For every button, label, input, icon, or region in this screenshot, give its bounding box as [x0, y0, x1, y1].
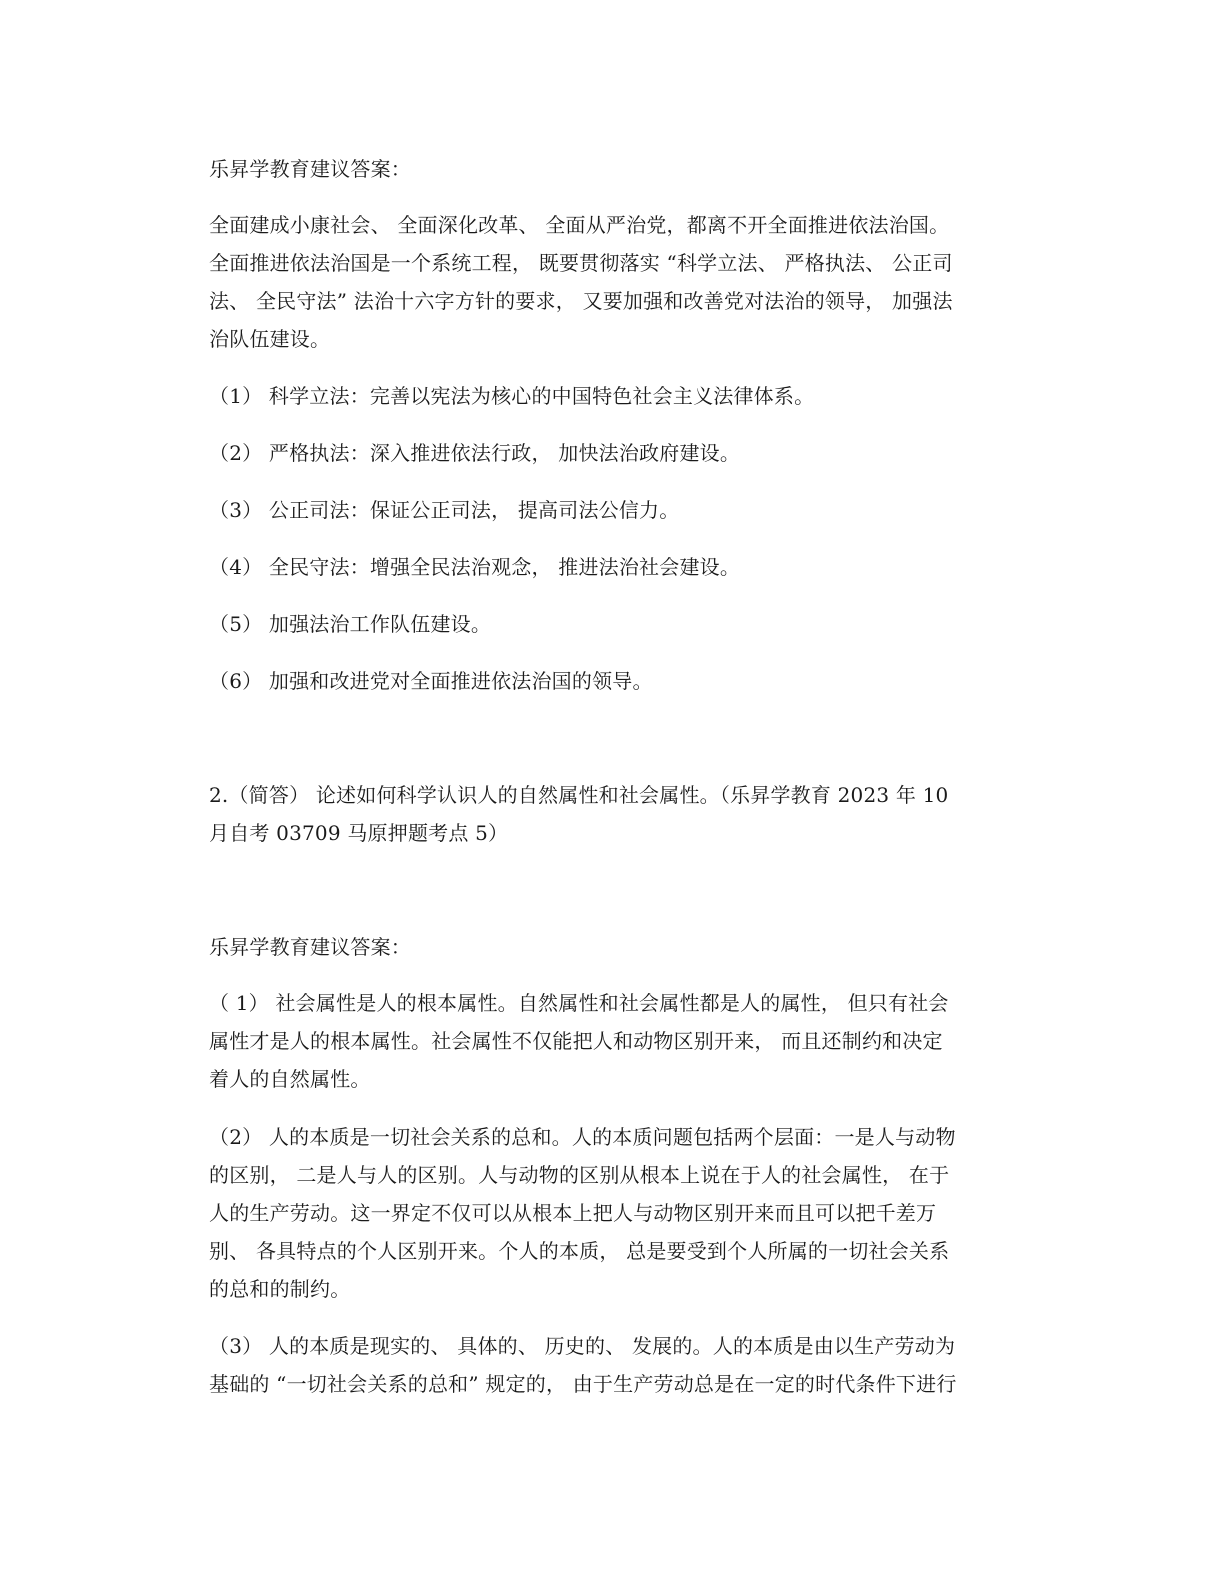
intro-line-1: 全面建成小康社会、 全面深化改革、 全面从严治党，都离不开全面推进依法治国。 [209, 213, 950, 237]
para3-line-1: （3） 人的本质是现实的、 具体的、 历史的、 发展的。人的本质是由以生产劳动为 [209, 1334, 956, 1358]
para2-line-3: 人的生产劳动。这一界定不仅可以从根本上把人与动物区别开来而且可以把千差万 [209, 1201, 937, 1225]
para1-line-1: （ 1） 社会属性是人的根本属性。自然属性和社会属性都是人的属性， 但只有社会 [209, 991, 949, 1015]
para3-line-2: 基础的 “一切社会关系的总和” 规定的， 由于生产劳动总是在一定的时代条件下进行 [209, 1372, 957, 1396]
intro-line-3: 法、 全民守法” 法治十六字方针的要求， 又要加强和改善党对法治的领导， 加强法 [209, 289, 953, 313]
list-item-4: （4） 全民守法：增强全民法治观念， 推进法治社会建设。 [209, 555, 741, 579]
para2-line-1: （2） 人的本质是一切社会关系的总和。人的本质问题包括两个层面：一是人与动物 [209, 1125, 956, 1149]
intro-line-4: 治队伍建设。 [209, 327, 331, 351]
list-item-5: （5） 加强法治工作队伍建设。 [209, 612, 492, 636]
list-item-1: （1） 科学立法：完善以宪法为核心的中国特色社会主义法律体系。 [209, 384, 815, 408]
para1-line-3: 着人的自然属性。 [209, 1067, 371, 1091]
para2-line-2: 的区别， 二是人与人的区别。人与动物的区别从根本上说在于人的社会属性， 在于 [209, 1163, 950, 1187]
question-2-line-1: 2.（简答） 论述如何科学认识人的自然属性和社会属性。（乐昇学教育 2023 年 10 [209, 783, 949, 807]
para2-line-5: 的总和的制约。 [209, 1277, 351, 1301]
answer-heading-2: 乐昇学教育建议答案： [209, 935, 411, 959]
list-item-2: （2） 严格执法：深入推进依法行政， 加快法治政府建设。 [209, 441, 741, 465]
para2-line-4: 别、 各具特点的个人区别开来。个人的本质， 总是要受到个人所属的一切社会关系 [209, 1239, 950, 1263]
answer-heading-1: 乐昇学教育建议答案： [209, 157, 411, 181]
question-2-line-2: 月自考 03709 马原押题考点 5） [209, 821, 509, 845]
list-item-6: （6） 加强和改进党对全面推进依法治国的领导。 [209, 669, 653, 693]
list-item-3: （3） 公正司法：保证公正司法， 提高司法公信力。 [209, 498, 680, 522]
para1-line-2: 属性才是人的根本属性。社会属性不仅能把人和动物区别开来， 而且还制约和决定 [209, 1029, 943, 1053]
intro-line-2: 全面推进依法治国是一个系统工程， 既要贯彻落实 “科学立法、 严格执法、 公正司 [209, 251, 953, 275]
